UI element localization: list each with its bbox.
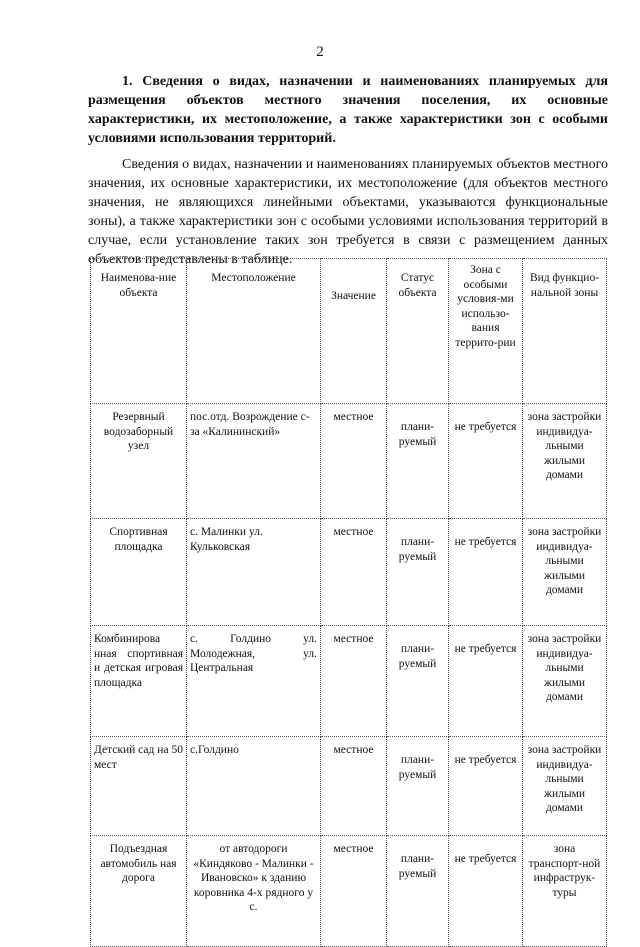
cell-location: с.Голдино — [187, 737, 321, 836]
cell-status: плани-руемый — [387, 836, 449, 947]
cell-zone-type: зона застройки индивидуа-льными жилыми домами — [523, 519, 607, 626]
cell-location: от автодороги «Киндяково - Малинки - Ивановско» к зданию коровника 4-х рядного у с. — [187, 836, 321, 947]
cell-status: плани-руемый — [387, 626, 449, 737]
cell-object-name: Комбинирова нная спортивная и детская игровая площадка — [91, 626, 187, 737]
cell-location: с. Голдино ул. Молодежная, ул. Центральная — [187, 626, 321, 737]
cell-zone-type: зона застройки индивидуа-льными жилыми домами — [523, 404, 607, 519]
cell-significance: местное — [321, 404, 387, 519]
cell-significance: местное — [321, 519, 387, 626]
cell-special-zone: не требуется — [449, 737, 523, 836]
cell-zone-type: зона транспорт-ной инфраструк-туры — [523, 836, 607, 947]
cell-special-zone: не требуется — [449, 836, 523, 947]
cell-zone-type: зона застройки индивидуа-льными жилыми домами — [523, 626, 607, 737]
cell-location: пос.отд. Возрождение с-за «Калининский» — [187, 404, 321, 519]
cell-special-zone: не требуется — [449, 626, 523, 737]
cell-special-zone: не требуется — [449, 519, 523, 626]
cell-zone-type: зона застройки индивидуа-льными жилыми домами — [523, 737, 607, 836]
cell-significance: местное — [321, 836, 387, 947]
cell-object-name: Детский сад на 50 мест — [91, 737, 187, 836]
header-location: Местоположение — [187, 259, 321, 404]
cell-status: плани-руемый — [387, 404, 449, 519]
page-number: 2 — [316, 44, 324, 60]
cell-object-name: Резервный водозаборный узел — [91, 404, 187, 519]
intro-paragraph: Сведения о видах, назначении и наименованиях планируемых объектов местного значения, их основные характеристики, их местоположение (для объектов местного значения, не являющихся линейными объектами, указываются функциональные зоны), а также характеристики зон с особыми условиями использования территорий в случае, если установление таких зон требуется в связи с размещением данных объектов представлены в таблице. — [88, 157, 608, 267]
table-header-row — [91, 259, 607, 404]
cell-location: с. Малинки ул. Кульковская — [187, 519, 321, 626]
header-significance: Значение — [321, 259, 387, 404]
header-zone-type: Вид функцио-нальной зоны — [523, 259, 607, 404]
header-special-zone: Зона с особыми условия-ми использо-вания террито-рии — [449, 259, 523, 404]
table-row — [91, 626, 607, 737]
cell-status: плани-руемый — [387, 519, 449, 626]
cell-status: плани-руемый — [387, 737, 449, 836]
section-heading: 1. Сведения о видах, назначении и наименованиях планируемых для размещения объектов местного значения поселения, их основные характеристики, их местоположение, а также характеристики зон с особыми условиями использования территорий. — [88, 74, 608, 146]
table-row — [91, 836, 607, 947]
cell-special-zone: не требуется — [449, 404, 523, 519]
cell-significance: местное — [321, 626, 387, 737]
header-object-name: Наименова-ние объекта — [91, 259, 187, 404]
cell-object-name: Подъездная автомобиль ная дорога — [91, 836, 187, 947]
cell-object-name: Спортивная площадка — [91, 519, 187, 626]
objects-table — [90, 258, 607, 947]
table-row — [91, 519, 607, 626]
header-status: Статус объекта — [387, 259, 449, 404]
table-row — [91, 404, 607, 519]
table-row — [91, 737, 607, 836]
cell-significance: местное — [321, 737, 387, 836]
